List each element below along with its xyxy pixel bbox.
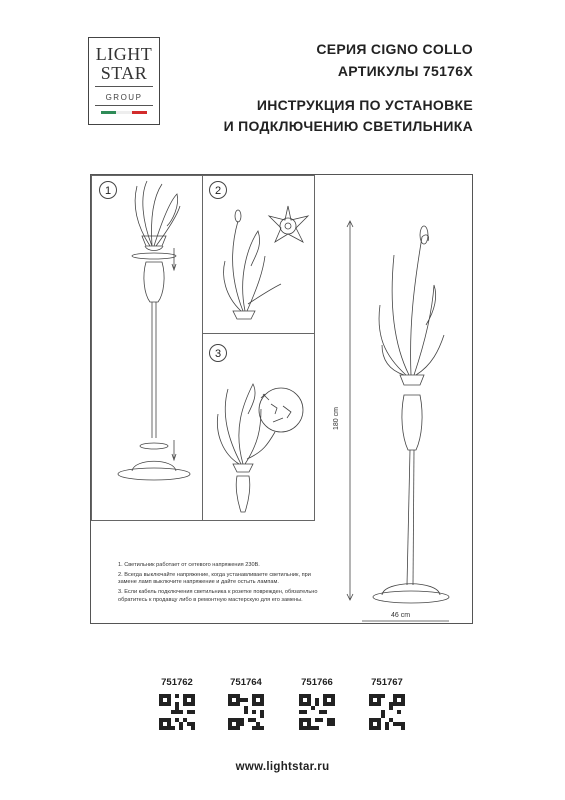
step-panel-1: [91, 175, 203, 521]
lamp-drawing-icon: [92, 176, 204, 522]
width-dimension-label: 46 cm: [391, 612, 411, 619]
safety-notes: [118, 562, 318, 607]
logo-line-light: LIGHT: [95, 44, 153, 64]
code-label: 751766: [301, 677, 333, 688]
code-label: 751767: [371, 677, 403, 688]
note-2: 2. Всегда выключайте напряжение, когда устанавливаете светильник, при замене ламп выключите напряжение и дайте остыть лампам.: [118, 571, 311, 586]
qr-code-icon[interactable]: [228, 694, 264, 730]
logo-line-group: GROUP: [105, 93, 143, 102]
lamp-drawing-icon: [203, 334, 316, 522]
note-3: 3. Если кабель подключения светильника к розетке поврежден, обязательно обратитесь к продавцу либо в ремонтную мастерскую для его замены.: [118, 589, 318, 603]
note-1: 1. Светильник работает от сетевого напряжения 230В.: [118, 562, 260, 568]
italy-flag-icon: [101, 111, 147, 114]
step-number-1: 1: [99, 181, 117, 199]
website-link[interactable]: www.lightstar.ru: [235, 761, 330, 773]
step-number-3: 3: [209, 344, 227, 362]
code-label: 751764: [230, 677, 262, 688]
code-label: 751762: [161, 677, 193, 688]
step-panel-3: [202, 333, 315, 521]
lamp-drawing-icon: [314, 175, 474, 625]
product-code-1: [152, 677, 202, 735]
step-number-2: 2: [209, 181, 227, 199]
height-dimension-label: 180 cm: [333, 407, 340, 430]
logo-line-star: STAR: [100, 63, 148, 83]
lamp-drawing-icon: [203, 176, 316, 335]
product-code-4: [362, 677, 412, 735]
document-title: [224, 96, 473, 135]
title-line-1: ИНСТРУКЦИЯ ПО УСТАНОВКЕ: [256, 97, 473, 113]
step-panel-2: [202, 175, 315, 334]
qr-code-icon[interactable]: [299, 694, 335, 730]
instruction-frame: [90, 174, 473, 624]
series-header: [316, 40, 473, 80]
product-code-2: [221, 677, 271, 735]
title-line-2: И ПОДКЛЮЧЕНИЮ СВЕТИЛЬНИКА: [223, 118, 473, 134]
qr-code-icon[interactable]: [369, 694, 405, 730]
article-numbers: АРТИКУЛЫ 75176X: [337, 63, 473, 79]
product-code-3: [292, 677, 342, 735]
brand-logo: [88, 37, 160, 125]
qr-code-icon[interactable]: [159, 694, 195, 730]
series-name: СЕРИЯ CIGNO COLLO: [316, 41, 473, 57]
